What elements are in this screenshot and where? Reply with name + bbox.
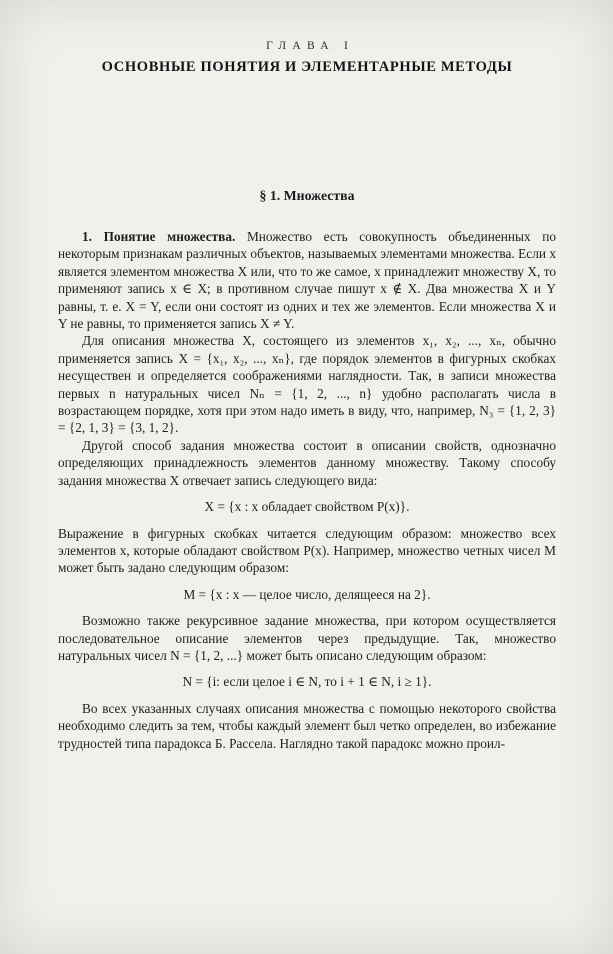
formula-natural-numbers: N = {i: если целое i ∈ N, то i + 1 ∈ N, i ≥ 1}. <box>182 674 432 690</box>
page-body <box>58 228 556 752</box>
chapter-header <box>58 40 556 76</box>
chapter-label: ГЛАВА I <box>266 40 355 52</box>
paragraph-set-notation: Для описания множества X, состоящего из элементов x₁, x₂, ..., xₙ, обычно применяется запись X = {x₁, x₂, ..., xₙ}, где порядок элементов в фигурных скобках несуществен и определяется соображениями наглядности. Так, в записи множества первых n натуральных чисел Nₙ = {1, 2, ..., n} удобно располагать числа в возрастающем порядке, хотя при этом надо иметь в виду, что, например, N₃ = {1, 2, 3} = {2, 1, 3} = {3, 1, 2}. <box>58 333 556 436</box>
paragraph-lead-bold: 1. Понятие множества. <box>82 229 236 244</box>
chapter-title: ОСНОВНЫЕ ПОНЯТИЯ И ЭЛЕМЕНТАРНЫЕ МЕТОДЫ <box>101 59 513 75</box>
formula-set-property: X = {x : x обладает свойством P(x)}. <box>204 499 410 515</box>
section-heading: § 1. Множества <box>259 188 355 203</box>
paragraph-russell-paradox: Во всех указанных случаях описания множества с помощью некоторого свойства необходимо следить за тем, чтобы каждый элемент был четко определен, во избежание трудностей типа парадокса Б. Рассела. Наглядно такой парадокс можно проил- <box>58 700 556 751</box>
paragraph-braces-reading: Выражение в фигурных скобках читается следующим образом: множество всех элементов x, которые обладают свойством P(x). Например, множество четных чисел M может быть задано следующим образом: <box>58 525 556 576</box>
paragraph-set-definition <box>58 228 556 332</box>
paragraph-recursive-definition: Возможно также рекурсивное задание множества, при котором осуществляется последовательное описание элементов через предыдущие. Так, множество натуральных чисел N = {1, 2, ...} может быть описано следующим образом: <box>58 613 556 663</box>
paragraph-text: Множество есть совокупность объединенных по некоторым признакам различных объектов, называемых элементами множества. Если x является элементом множества X или, что то же самое, x принадлежит множеству X, то применяют запись x ∈ X; в противном случае пишут x ∉ X. Два множества X и Y равны, т. е. X = Y, если они состоят из одних и тех же элементов. Если множества X и Y не равны, то применяется запись X ≠ Y. <box>58 229 556 332</box>
formula-even-numbers: M = {x : x — целое число, делящееся на 2}. <box>183 586 431 602</box>
paragraph-property-description: Другой способ задания множества состоит в описании свойств, однозначно определяющих принадлежность элементов данному множеству. Такому способу задания множества X отвечает запись следующего вида: <box>58 437 556 488</box>
